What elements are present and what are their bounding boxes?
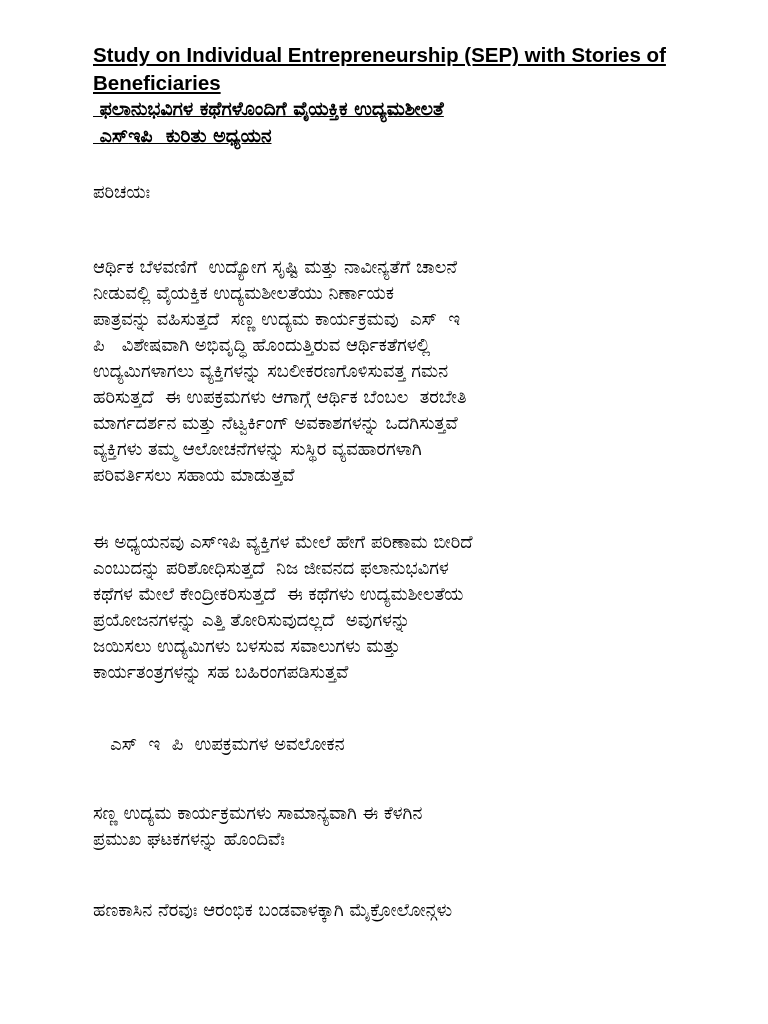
document-title-english: Study on Individual Entrepreneurship (SEP) with Stories of Beneficiaries — [93, 44, 666, 95]
paragraph-components: ಸಣ್ಣ ಉದ್ಯಮ ಕಾರ್ಯಕ್ರಮಗಳು ಸಾಮಾನ್ಯವಾಗಿ ಈ ಕೆಳಗಿನ ಪ್ರಮುಖ ಘಟಕಗಳನ್ನು ಹೊಂದಿವೆಃ — [93, 803, 423, 850]
intro-heading: ಪರಿಚಯಃ — [93, 182, 151, 203]
paragraph-introduction: ಆರ್ಥಿಕ ಬೆಳವಣಿಗೆ ಉದ್ಯೋಗ ಸೃಷ್ಟಿ ಮತ್ತು ನಾವೀನ್ಯತೆಗೆ ಚಾಲನೆ ನೀಡುವಲ್ಲಿ ವೈಯಕ್ತಿಕ ಉದ್ಯಮಶೀಲತೆಯು ನಿರ್ಣಾಯಕ ಪಾತ್ರವನ್ನು ವಹಿಸುತ್ತದೆ ಸಣ್ಣ ಉದ್ಯಮ ಕಾರ್ಯಕ್ರಮವು ಎಸ್ ಇ ಪಿ ವಿಶೇಷವಾಗಿ ಅಭಿವೃದ್ಧಿ ಹೊಂದುತ್ತಿರುವ ಆರ್ಥಿಕತೆಗಳಲ್ಲಿ ಉದ್ಯಮಿಗಳಾಗಲು ವ್ಯಕ್ತಿಗಳನ್ನು ಸಬಲೀಕರಣಗೊಳಿಸುವತ್ತ ಗಮನ ಹರಿಸುತ್ತದೆ ಈ ಉಪಕ್ರಮಗಳು ಆಗಾಗ್ಗೆ ಆರ್ಥಿಕ ಬೆಂಬಲ ತರಬೇತಿ ಮಾರ್ಗದರ್ಶನ ಮತ್ತು ನೆಟ್ವರ್ಕಿಂಗ್ ಅವಕಾಶಗಳನ್ನು ಒದಗಿಸುತ್ತವೆ ವ್ಯಕ್ತಿಗಳು ತಮ್ಮ ಆಲೋಚನೆಗಳನ್ನು ಸುಸ್ಥಿರ ವ್ಯವಹಾರಗಳಾಗಿ ಪರಿವರ್ತಿಸಲು ಸಹಾಯ ಮಾಡುತ್ತವೆ — [93, 257, 467, 486]
section-heading-overview: ಎಸ್ ಇ ಪಿ ಉಪಕ್ರಮಗಳ ಅವಲೋಕನ — [93, 734, 345, 755]
document-title-kannada: ಫಲಾನುಭವಿಗಳ ಕಥೆಗಳೊಂದಿಗೆ ವೈಯಕ್ತಿಕ ಉದ್ಯಮಶೀಲತೆ ಎಸ್‌ಇಪಿ ಕುರಿತು ಅಧ್ಯಯನ — [99, 98, 444, 147]
paragraph-financial-assistance: ಹಣಕಾಸಿನ ನೆರವುಃ ಆರಂಭಿಕ ಬಂಡವಾಳಕ್ಕಾಗಿ ಮೈಕ್ರೋಲೋನ್ಗಳು — [93, 900, 453, 921]
paragraph-study-scope: ಈ ಅಧ್ಯಯನವು ಎಸ್‌ಇಪಿ ವ್ಯಕ್ತಿಗಳ ಮೇಲೆ ಹೇಗೆ ಪರಿಣಾಮ ಬೀರಿದೆ ಎಂಬುದನ್ನು ಪರಿಶೋಧಿಸುತ್ತದೆ ನಿಜ ಜೀವನದ ಫಲಾನುಭವಿಗಳ ಕಥೆಗಳ ಮೇಲೆ ಕೇಂದ್ರೀಕರಿಸುತ್ತದೆ ಈ ಕಥೆಗಳು ಉದ್ಯಮಶೀಲತೆಯ ಪ್ರಯೋಜನಗಳನ್ನು ಎತ್ತಿ ತೋರಿಸುವುದಲ್ಲದೆ ಅವುಗಳನ್ನು ಜಯಿಸಲು ಉದ್ಯಮಿಗಳು ಬಳಸುವ ಸವಾಲುಗಳು ಮತ್ತು ಕಾರ್ಯತಂತ್ರಗಳನ್ನು ಸಹ ಬಹಿರಂಗಪಡಿಸುತ್ತವೆ — [93, 532, 473, 683]
